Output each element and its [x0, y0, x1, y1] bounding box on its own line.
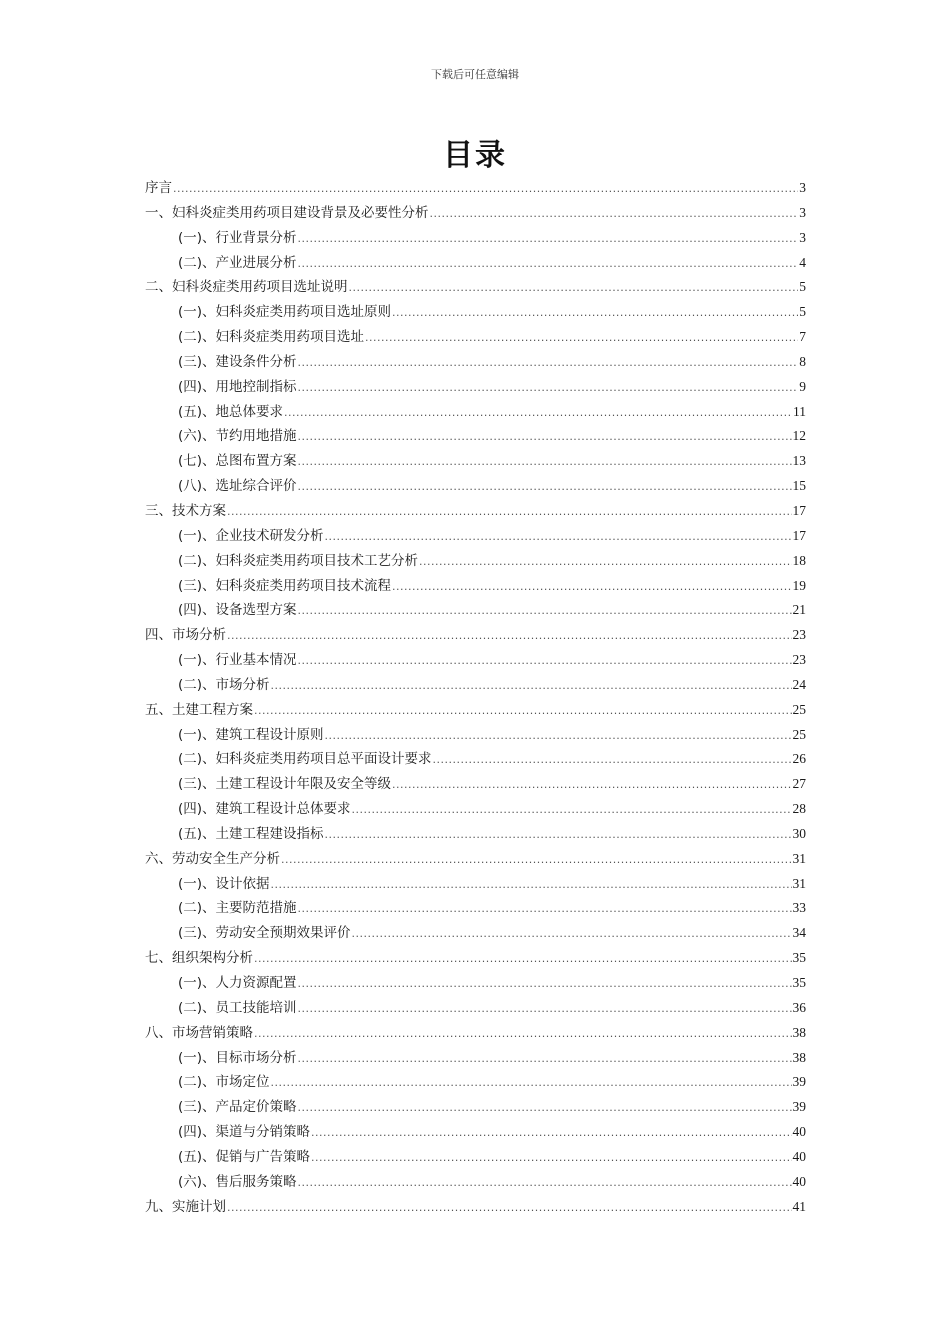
toc-dot-leader — [352, 922, 792, 947]
toc-dot-leader — [365, 326, 798, 351]
toc-entry[interactable] — [145, 623, 806, 648]
toc-entry[interactable] — [145, 1170, 806, 1195]
toc-dot-leader — [392, 773, 791, 798]
toc-dot-leader — [284, 401, 792, 426]
toc-entry-page-number: 24 — [792, 676, 806, 692]
toc-dot-leader — [298, 227, 799, 252]
toc-entry-page-number: 41 — [792, 1198, 806, 1214]
toc-dot-leader — [392, 575, 791, 600]
toc-entry-label: 七、组织架构分析 — [145, 950, 253, 967]
toc-entry[interactable] — [145, 226, 806, 251]
toc-entry-page-number: 17 — [792, 502, 806, 518]
toc-entry-label: (六)、节约用地措施 — [178, 428, 297, 445]
toc-entry-label: 六、劳动安全生产分析 — [145, 850, 280, 867]
toc-dot-leader — [298, 997, 792, 1022]
toc-entry[interactable] — [145, 1070, 806, 1095]
toc-entry-page-number: 40 — [792, 1148, 806, 1164]
toc-entry-label: 九、实施计划 — [145, 1198, 226, 1215]
toc-dot-leader — [298, 599, 792, 624]
toc-entry[interactable] — [145, 1145, 806, 1170]
toc-entry[interactable] — [145, 1120, 806, 1145]
toc-entry[interactable] — [145, 474, 806, 499]
toc-entry-label: (三)、妇科炎症类用药项目技术流程 — [178, 577, 392, 594]
toc-entry-page-number: 26 — [792, 751, 806, 767]
toc-entry-label: (三)、建设条件分析 — [178, 353, 297, 370]
toc-dot-leader — [298, 351, 799, 376]
toc-entry-page-number: 39 — [792, 1074, 806, 1090]
toc-entry-page-number: 38 — [792, 1024, 806, 1040]
toc-dot-leader — [311, 1146, 791, 1171]
toc-entry-label: (五)、土建工程建设指标 — [178, 825, 324, 842]
toc-entry[interactable] — [145, 598, 806, 623]
toc-dot-leader — [430, 202, 799, 227]
toc-dot-leader — [271, 674, 792, 699]
toc-dot-leader — [227, 624, 792, 649]
toc-dot-leader — [254, 947, 792, 972]
toc-dot-leader — [173, 177, 798, 202]
toc-entry[interactable] — [145, 723, 806, 748]
toc-entry-label: 二、妇科炎症类用药项目选址说明 — [145, 279, 348, 296]
toc-entry-label: (五)、地总体要求 — [178, 403, 284, 420]
toc-entry-page-number: 13 — [792, 453, 806, 469]
toc-dot-leader — [419, 550, 791, 575]
toc-entry[interactable] — [145, 449, 806, 474]
toc-dot-leader — [298, 972, 792, 997]
toc-entry-page-number: 7 — [799, 329, 806, 345]
toc-entry[interactable] — [145, 847, 806, 872]
toc-entry-label: (二)、市场分析 — [178, 676, 270, 693]
toc-entry-label: (七)、总图布置方案 — [178, 453, 297, 470]
toc-dot-leader — [311, 1121, 791, 1146]
toc-entry-label: (二)、主要防范措施 — [178, 900, 297, 917]
toc-entry-page-number: 25 — [792, 726, 806, 742]
toc-entry-label: (一)、设计依据 — [178, 875, 270, 892]
toc-dot-leader — [298, 252, 799, 277]
toc-entry-label: (四)、建筑工程设计总体要求 — [178, 801, 351, 818]
toc-entry[interactable] — [145, 300, 806, 325]
toc-entry[interactable] — [145, 251, 806, 276]
toc-entry[interactable] — [145, 275, 806, 300]
toc-entry[interactable] — [145, 574, 806, 599]
toc-entry[interactable] — [145, 424, 806, 449]
toc-entry[interactable] — [145, 1046, 806, 1071]
toc-entry-label: (五)、促销与广告策略 — [178, 1148, 311, 1165]
toc-dot-leader — [254, 1022, 792, 1047]
toc-entry-label: (二)、妇科炎症类用药项目总平面设计要求 — [178, 751, 432, 768]
toc-entry[interactable] — [145, 946, 806, 971]
toc-entry-label: (六)、售后服务策略 — [178, 1173, 297, 1190]
toc-entry-page-number: 3 — [799, 229, 806, 245]
toc-entry-page-number: 25 — [792, 701, 806, 717]
toc-entry-page-number: 15 — [792, 478, 806, 494]
toc-entry-page-number: 30 — [792, 825, 806, 841]
toc-dot-leader — [392, 301, 798, 326]
toc-entry-label: (二)、妇科炎症类用药项目选址 — [178, 329, 365, 346]
toc-dot-leader — [227, 500, 792, 525]
toc-dot-leader — [271, 873, 792, 898]
toc-dot-leader — [298, 1047, 792, 1072]
toc-entry-page-number: 3 — [799, 204, 806, 220]
toc-entry-page-number: 36 — [792, 999, 806, 1015]
toc-dot-leader — [349, 276, 799, 301]
toc-entry-label: (一)、人力资源配置 — [178, 975, 297, 991]
toc-entry[interactable] — [145, 350, 806, 375]
toc-dot-leader — [298, 376, 799, 401]
toc-dot-leader — [271, 1071, 792, 1096]
toc-entry-page-number: 40 — [792, 1173, 806, 1189]
toc-entry-label: (四)、渠道与分销策略 — [178, 1124, 311, 1141]
toc-entry-page-number: 23 — [792, 627, 806, 643]
toc-entry[interactable] — [145, 872, 806, 897]
toc-entry-label: (一)、行业背景分析 — [178, 229, 297, 246]
toc-entry-label: (四)、用地控制指标 — [178, 378, 297, 395]
toc-dot-leader — [298, 450, 792, 475]
toc-dot-leader — [298, 897, 792, 922]
toc-entry[interactable] — [145, 772, 806, 797]
toc-entry-page-number: 4 — [799, 254, 806, 270]
table-of-contents — [145, 176, 806, 1219]
toc-entry-label: (三)、土建工程设计年限及安全等级 — [178, 776, 392, 793]
toc-entry[interactable] — [145, 896, 806, 921]
toc-dot-leader — [254, 699, 792, 724]
toc-entry[interactable] — [145, 797, 806, 822]
toc-dot-leader — [281, 848, 792, 873]
toc-entry-page-number: 11 — [793, 403, 806, 419]
toc-entry[interactable] — [145, 1095, 806, 1120]
toc-dot-leader — [325, 823, 792, 848]
toc-entry-page-number: 40 — [792, 1124, 806, 1140]
toc-entry[interactable] — [145, 921, 806, 946]
toc-entry-label: 一、妇科炎症类用药项目建设背景及必要性分析 — [145, 204, 429, 221]
toc-entry-page-number: 5 — [799, 279, 806, 295]
toc-entry-label: 三、技术方案 — [145, 502, 226, 519]
toc-entry[interactable] — [145, 499, 806, 524]
toc-dot-leader — [298, 649, 792, 674]
toc-dot-leader — [298, 1096, 792, 1121]
page-header-note: 下载后可任意编辑 — [431, 68, 519, 81]
toc-dot-leader — [298, 1171, 792, 1196]
toc-entry-page-number: 35 — [792, 975, 806, 990]
toc-entry-page-number: 18 — [792, 552, 806, 568]
toc-entry-page-number: 21 — [792, 602, 806, 618]
toc-entry[interactable] — [145, 971, 806, 996]
toc-entry-page-number: 8 — [799, 353, 806, 369]
toc-entry-page-number: 19 — [792, 577, 806, 593]
toc-entry-label: 序言 — [145, 180, 172, 196]
toc-entry-label: 五、土建工程方案 — [145, 701, 253, 718]
toc-dot-leader — [298, 475, 792, 500]
toc-entry-page-number: 5 — [799, 304, 806, 320]
toc-entry[interactable] — [145, 524, 806, 549]
toc-entry[interactable] — [145, 648, 806, 673]
toc-entry-page-number: 3 — [799, 180, 806, 195]
toc-entry[interactable] — [145, 325, 806, 350]
toc-entry-label: (一)、目标市场分析 — [178, 1049, 297, 1066]
toc-dot-leader — [325, 525, 792, 550]
toc-entry-label: (三)、劳动安全预期效果评价 — [178, 925, 351, 942]
toc-entry-label: 八、市场营销策略 — [145, 1024, 253, 1041]
toc-entry-page-number: 38 — [792, 1049, 806, 1065]
toc-dot-leader — [298, 425, 792, 450]
toc-entry-label: (四)、设备选型方案 — [178, 602, 297, 619]
toc-entry-page-number: 28 — [792, 801, 806, 817]
toc-entry-page-number: 35 — [792, 950, 806, 966]
toc-entry-page-number: 34 — [792, 925, 806, 941]
toc-entry[interactable] — [145, 747, 806, 772]
toc-entry-label: (二)、市场定位 — [178, 1074, 270, 1091]
toc-entry-label: (一)、企业技术研发分析 — [178, 527, 324, 544]
toc-entry[interactable] — [145, 996, 806, 1021]
toc-entry[interactable] — [145, 1021, 806, 1046]
toc-entry-label: (八)、选址综合评价 — [178, 478, 297, 495]
toc-entry[interactable] — [145, 1195, 806, 1220]
toc-entry-page-number: 9 — [799, 378, 806, 394]
toc-entry-label: (一)、行业基本情况 — [178, 652, 297, 669]
toc-dot-leader — [227, 1196, 792, 1221]
toc-entry-label: (三)、产品定价策略 — [178, 1099, 297, 1116]
toc-entry-label: 四、市场分析 — [145, 627, 226, 644]
toc-entry-label: (一)、妇科炎症类用药项目选址原则 — [178, 304, 392, 321]
toc-entry-label: (一)、建筑工程设计原则 — [178, 726, 324, 743]
toc-entry[interactable] — [145, 176, 806, 201]
toc-entry-page-number: 12 — [792, 428, 806, 444]
toc-entry-label: (二)、员工技能培训 — [178, 999, 297, 1016]
toc-entry[interactable] — [145, 375, 806, 400]
toc-title: 目录 — [443, 138, 507, 173]
toc-dot-leader — [433, 748, 792, 773]
toc-entry-page-number: 17 — [792, 527, 806, 543]
toc-entry-page-number: 31 — [792, 850, 806, 866]
toc-dot-leader — [352, 798, 792, 823]
toc-entry-page-number: 27 — [792, 776, 806, 792]
toc-entry[interactable] — [145, 201, 806, 226]
toc-entry[interactable] — [145, 673, 806, 698]
toc-entry-label: (二)、妇科炎症类用药项目技术工艺分析 — [178, 552, 419, 569]
toc-entry[interactable] — [145, 400, 806, 425]
toc-entry[interactable] — [145, 698, 806, 723]
toc-dot-leader — [325, 724, 792, 749]
toc-entry-page-number: 23 — [792, 652, 806, 668]
toc-entry-page-number: 31 — [792, 875, 806, 891]
toc-entry-label: (二)、产业进展分析 — [178, 254, 297, 271]
toc-entry-page-number: 39 — [792, 1099, 806, 1115]
toc-entry[interactable] — [145, 549, 806, 574]
toc-entry-page-number: 33 — [792, 900, 806, 916]
toc-entry[interactable] — [145, 822, 806, 847]
